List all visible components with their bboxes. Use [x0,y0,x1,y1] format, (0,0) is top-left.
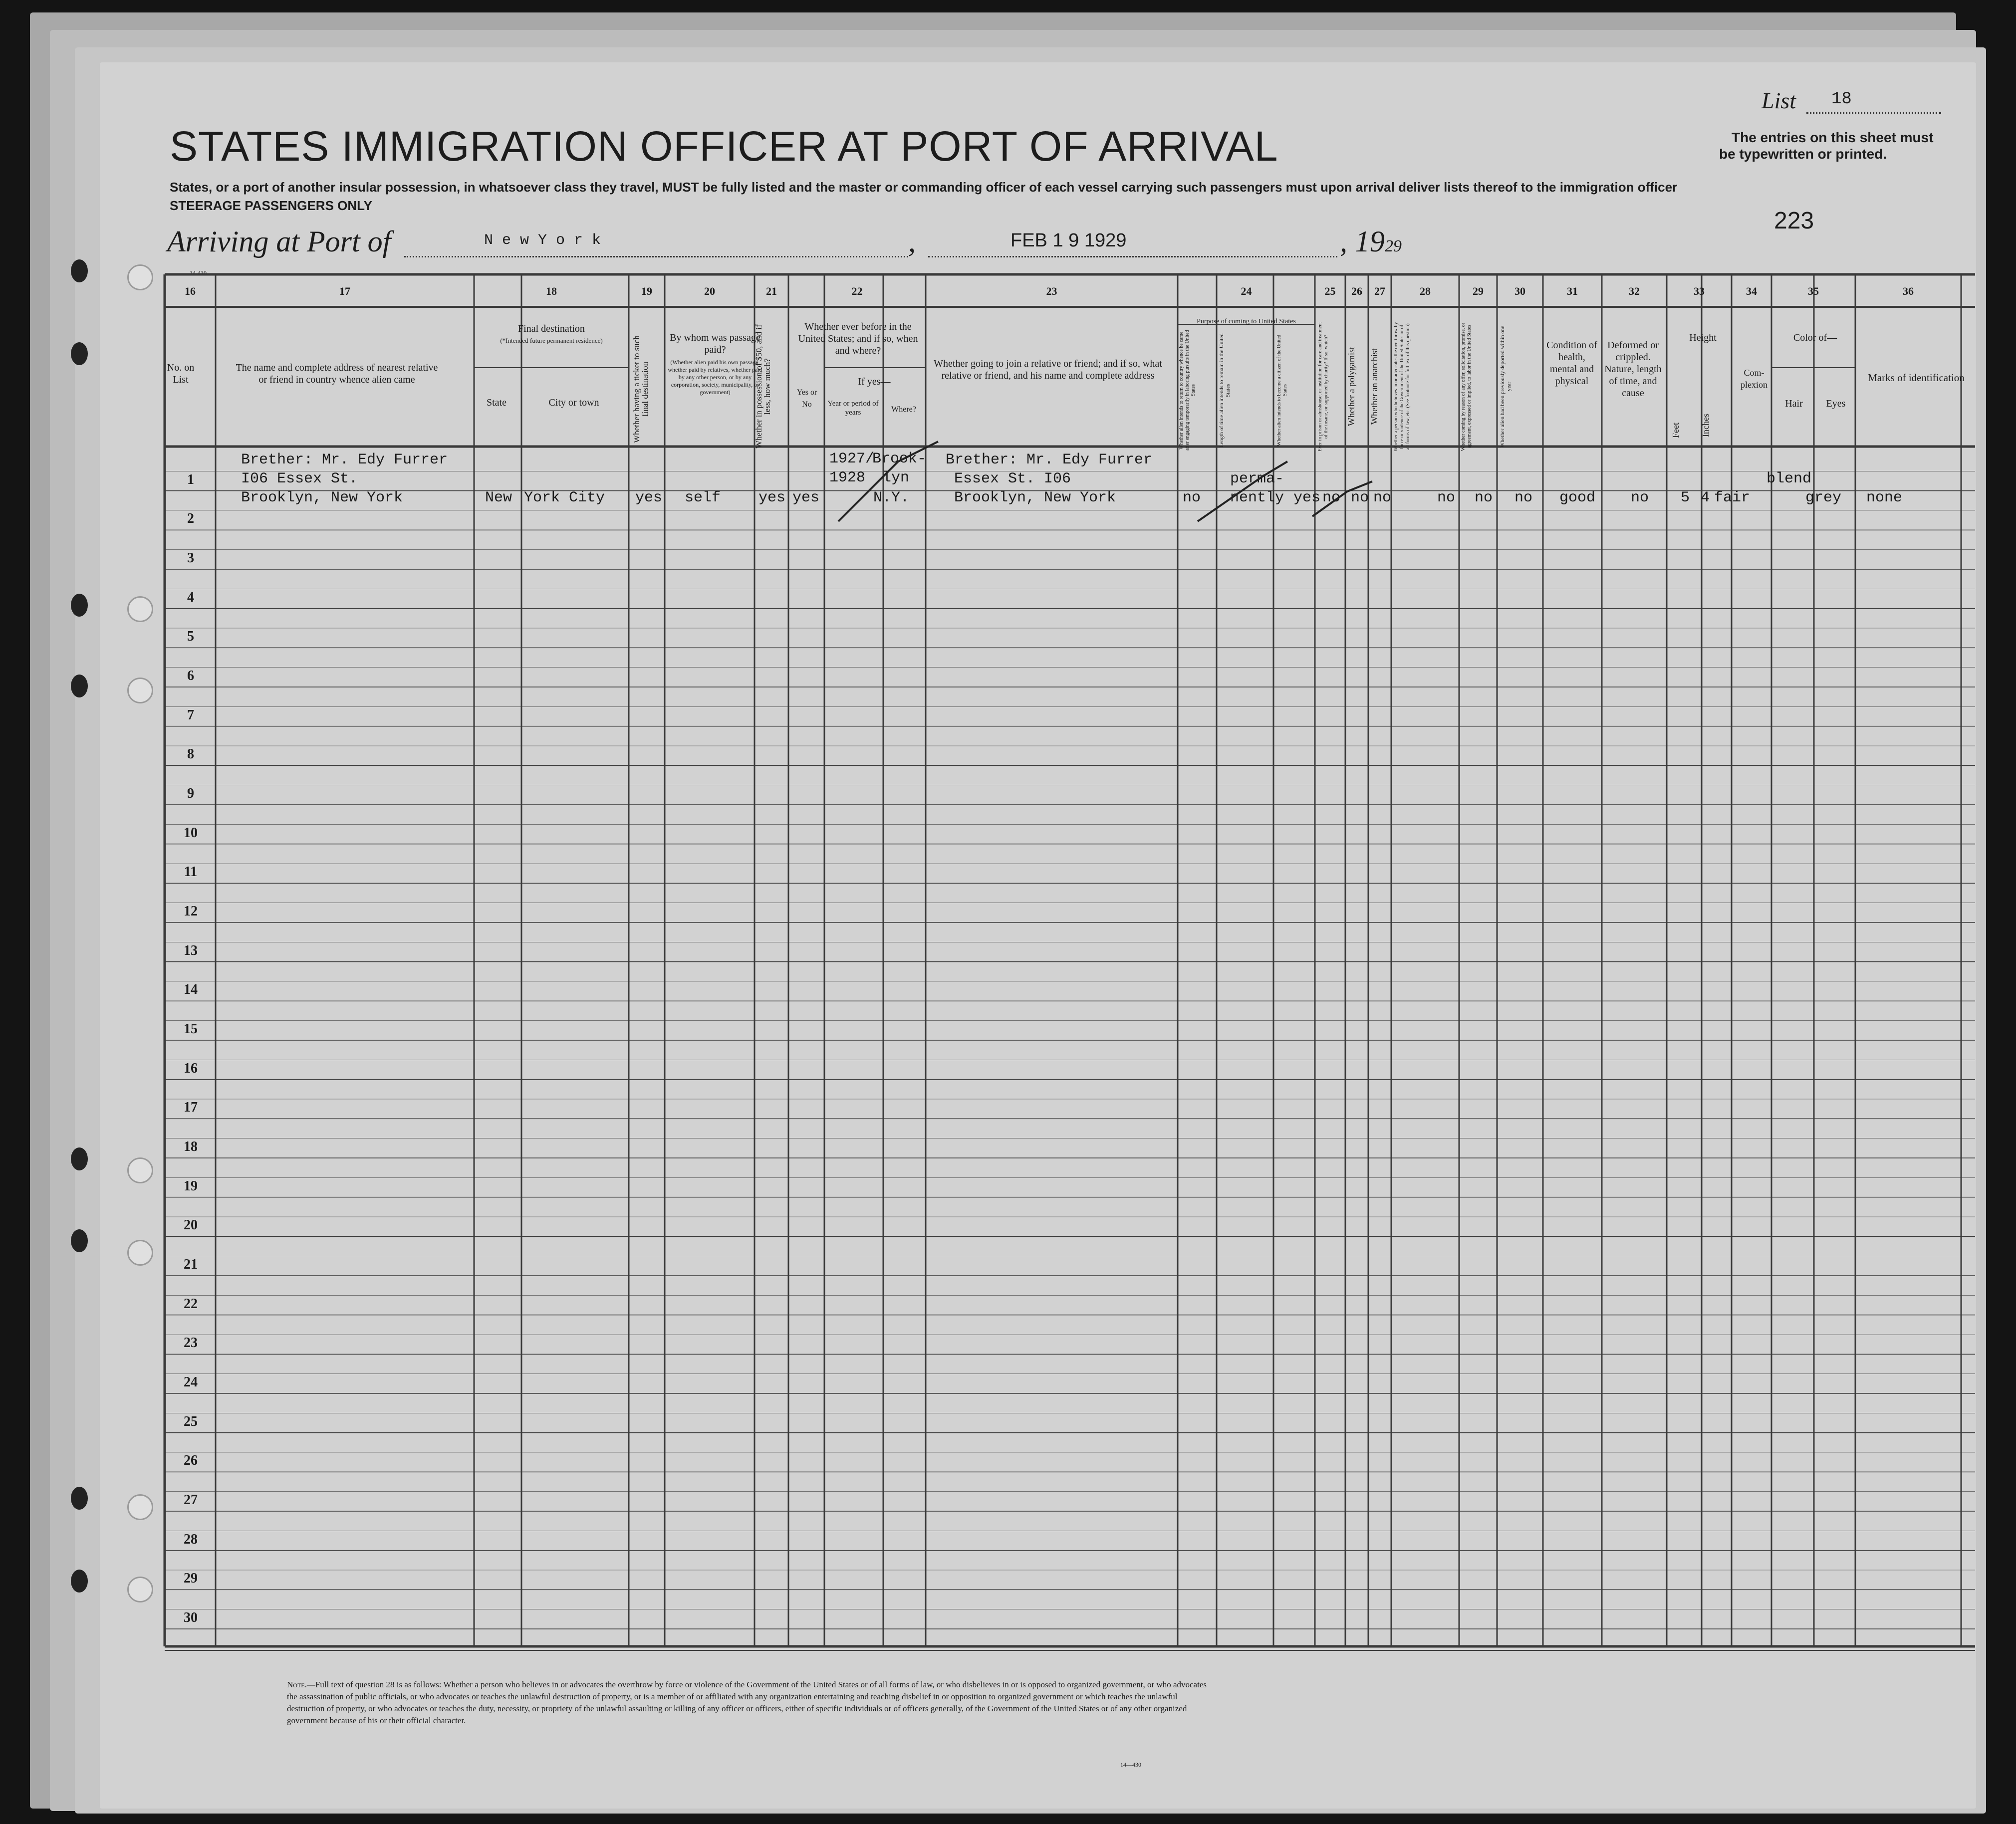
binder-ring-1 [71,259,88,282]
row-number-14: 14 [184,982,198,998]
row-number-21: 21 [184,1257,198,1272]
subtitle: States, or a port of another insular possession, in whatsoever class they travel, MUST be fully listed and the master or commanding officer of each vessel carrying such passengers must upon arrival deliver lists thereof to the immigration officer [170,180,1678,195]
col22-ifyes: If yes— [858,376,891,387]
row-number-9: 9 [187,786,194,801]
col24-a-header: Whether alien intends to return to country whence he came after engaging temporarily in laboring pursuits in the United States [1179,330,1196,451]
sheet-number: 223 [1774,208,1814,234]
col22-year: Year or period of years [827,400,879,417]
footnote-label: Note. [287,1680,307,1689]
row-number-6: 6 [187,668,194,684]
health-value: good [1559,489,1596,506]
prison-value: no [1322,489,1341,506]
join-line-3: Brooklyn, New York [954,489,1116,506]
q28-value: no [1437,489,1456,506]
row-number-18: 18 [184,1139,198,1154]
col35-hair-header: Hair [1785,398,1803,409]
check-mark-col22 [838,442,938,521]
row-number-20: 20 [184,1217,198,1233]
col18-state-header: State [487,397,506,408]
row-number-13: 13 [184,942,198,958]
instructions-line-2: be typewritten or printed. [1719,146,1887,162]
join-line-2: Essex St. I06 [954,470,1071,487]
date-stamp: FEB 1 9 1929 [1010,230,1127,251]
check-mark-col24 [1198,461,1287,521]
row-number-4: 4 [187,589,194,605]
row-number-10: 10 [184,825,198,841]
binder-ring-7 [71,1487,88,1510]
feet-value: 5 [1681,489,1690,506]
inches-value: 4 [1701,489,1710,506]
row-number-19: 19 [184,1178,198,1194]
row-number-26: 26 [184,1453,198,1469]
row-number-24: 24 [184,1374,198,1390]
row-number-12: 12 [184,904,198,919]
eyes-value: grey [1805,489,1842,506]
col16-header: No. on List [167,362,195,385]
row-number-23: 23 [184,1335,198,1351]
row-number-16: 16 [184,1060,198,1076]
col35-header: Color of— [1793,332,1837,343]
column-number-19: 19 [641,285,652,297]
binder-ring-3 [71,594,88,617]
column-number-31: 31 [1567,285,1578,297]
list-number: 18 [1831,90,1852,109]
column-number-33: 33 [1694,285,1705,297]
row-number-25: 25 [184,1413,198,1429]
col24-b-header: Length of time alien intends to remain in the United States [1219,333,1231,448]
column-number-22: 22 [851,285,863,297]
arriving-label: Arriving at Port of [167,225,391,258]
col20-subtitle: (Whether alien paid his own passage, whether paid by relatives, whether paid by any other person, or by any corporation, society, municipality, or government) [668,359,762,396]
years-value-1: 1927/ [829,451,875,467]
col33-inches-header: Inches [1701,414,1711,437]
column-number-18: 18 [546,285,557,297]
relative-line-3: Brooklyn, New York [241,489,403,506]
col33-header: Height [1689,332,1717,343]
col22-yesno: Yes or No [796,388,817,409]
col19-header: Whether having a ticket to such final destination [632,335,650,443]
col27-header: Whether an anarchist [1369,348,1379,425]
row-number-17: 17 [184,1100,198,1116]
footnote [287,1679,1215,1727]
binder-ring-5 [71,1147,88,1170]
row-number-7: 7 [187,707,194,723]
col17-header: The name and complete address of nearest relative or friend in country whence alien came [236,362,438,385]
col31-header: Condition of health, mental and physical [1546,340,1597,387]
complexion-value: fair [1714,489,1751,506]
col22-where: Where? [891,405,916,414]
handwritten-check-marks [100,62,1976,561]
col34-header: Com- plexion [1741,368,1767,390]
col29-header: Whether coming by reason of any offer, solicitation, promise, or agreement, expressed or implied, to labor in the United States [1461,322,1472,451]
row-number-1: 1 [187,471,194,487]
column-number-36: 36 [1903,285,1914,297]
binder-ring-8 [71,1570,88,1593]
years-value-2: 1928 [829,469,866,486]
where-value-2: lyn [882,469,910,486]
column-number-26: 26 [1351,285,1362,297]
row-number-2: 2 [187,511,194,527]
citizen-value: yes [1293,489,1321,506]
row-number-22: 22 [184,1296,198,1312]
col33-feet-header: Feet [1671,423,1681,438]
where-value-1: Brook- [872,451,927,467]
column-number-25: 25 [1324,285,1336,297]
row-number-15: 15 [184,1021,198,1037]
col24-c-header: Whether alien intends to become a citizen of the United States [1276,335,1288,446]
class-line: STEERAGE PASSENGERS ONLY [170,198,372,213]
binder-ring-2 [71,342,88,365]
form-code: 14-430 [190,269,207,276]
list-label: List [1762,88,1796,113]
column-number-32: 32 [1629,285,1640,297]
row-number-27: 27 [184,1492,198,1508]
col32-header: Deformed or crippled. Nature, length of time, and cause [1604,340,1662,399]
year-prefix: , 1929 [1340,225,1402,258]
column-number-35: 35 [1808,285,1819,297]
col25-header: Ever in prison or almshouse, or institution for care and treatment of the insane, or supported by charity? If so, which? [1317,322,1329,452]
column-number-17: 17 [339,285,350,297]
col26-header: Whether a polygamist [1346,347,1356,427]
city-value: York City [524,489,605,506]
column-number-27: 27 [1374,285,1385,297]
col21-header: Whether in possession of $50, and if less, how much? [754,324,772,449]
year-suffix: 29 [1385,237,1402,255]
col24-header: Purpose of coming to United States [1197,318,1296,325]
port-value: N e w Y o r k [484,232,601,249]
row-number-11: 11 [184,864,198,880]
footnote-code: 14—430 [1120,1761,1141,1768]
row-number-30: 30 [184,1610,198,1625]
comma: , [908,225,916,258]
column-number-30: 30 [1514,285,1525,297]
col22-header: Whether ever before in the United States; and if so, when and where? [798,321,918,356]
col18-city-header: City or town [548,397,599,408]
q30-value: no [1514,489,1533,506]
ticket-value: yes [635,489,663,506]
before-value: yes [792,489,820,506]
column-number-21: 21 [766,285,777,297]
return-value: no [1183,489,1201,506]
row-number-8: 8 [187,746,194,762]
row-number-28: 28 [184,1531,198,1547]
passage-value: self [685,489,721,506]
row-number-5: 5 [187,629,194,645]
join-line-1: Brether: Mr. Edy Furrer [946,452,1153,468]
length-value-2: nently [1230,489,1284,506]
polygamist-value: no [1351,489,1369,506]
col23-header: Whether going to join a relative or friend; and if so, what relative or friend, and his name and complete address [934,358,1162,381]
fifty-value: yes [758,489,786,506]
row-number-29: 29 [184,1571,198,1587]
check-mark-col25 [1312,481,1372,516]
column-number-28: 28 [1420,285,1431,297]
anarchist-value: no [1373,489,1392,506]
column-number-24: 24 [1241,285,1252,297]
marks-value: none [1866,489,1903,506]
column-number-20: 20 [704,285,715,297]
col36-header: Marks of identification [1868,372,1965,384]
hair-value: blend [1766,470,1812,487]
col35-eyes-header: Eyes [1826,398,1846,409]
state-value: New [485,489,512,506]
column-number-29: 29 [1473,285,1484,297]
footnote-text: —Full text of question 28 is as follows: Whether a person who believes in or advocates the overthrow by force or violence of the Government of the United States or of all forms of law, or who disbelieves in or is opposed to organized government, or who advocates the assassination of public officials, or who advocates or teaches the unlawful destruction of property, or is a member of or affiliated with any organization entertaining and teaching disbelief in or opposition to organized government or which teaches the unlawful destruction of property, or who advocates or teaches the duty, necessity, or propriety of the unlawful assaulting or killing of any officer or officers, either of specific individuals or of officers generally, of the Government of the United States or of any other organized government because of his or their official character. [287,1680,1207,1725]
row-number-3: 3 [187,550,194,566]
q29-value: no [1475,489,1493,506]
relative-line-2: I06 Essex St. [241,470,358,487]
column-number-34: 34 [1746,285,1757,297]
col28-header: Whether a person who believes in or advocates the overthrow by force or violence of the Government of the United States or of all forms of law, etc. (See footnote for full text of this question) [1393,322,1411,452]
binder-ring-4 [71,675,88,697]
column-number-23: 23 [1046,285,1057,297]
year-prefix-text: 19 [1355,225,1385,258]
instructions-line-1: The entries on this sheet must [1732,130,1934,145]
column-number-16: 16 [185,285,196,297]
relative-line-1: Brether: Mr. Edy Furrer [241,452,448,468]
deformed-value: no [1631,489,1649,506]
col18-title: Final destination [518,323,585,334]
col20-title: By whom was passage paid? [670,332,760,355]
binder-ring-6 [71,1229,88,1252]
length-value-1: perma- [1230,470,1284,487]
where-value-3: N.Y. [873,489,910,506]
col18-subtitle: (*Intended future permanent residence) [500,337,603,344]
manifest-sheet [100,62,1976,1809]
col30-header: Whether alien had been previously deported within one year [1500,325,1512,448]
page-title: STATES IMMIGRATION OFFICER AT PORT OF ARRIVAL [170,123,1278,170]
